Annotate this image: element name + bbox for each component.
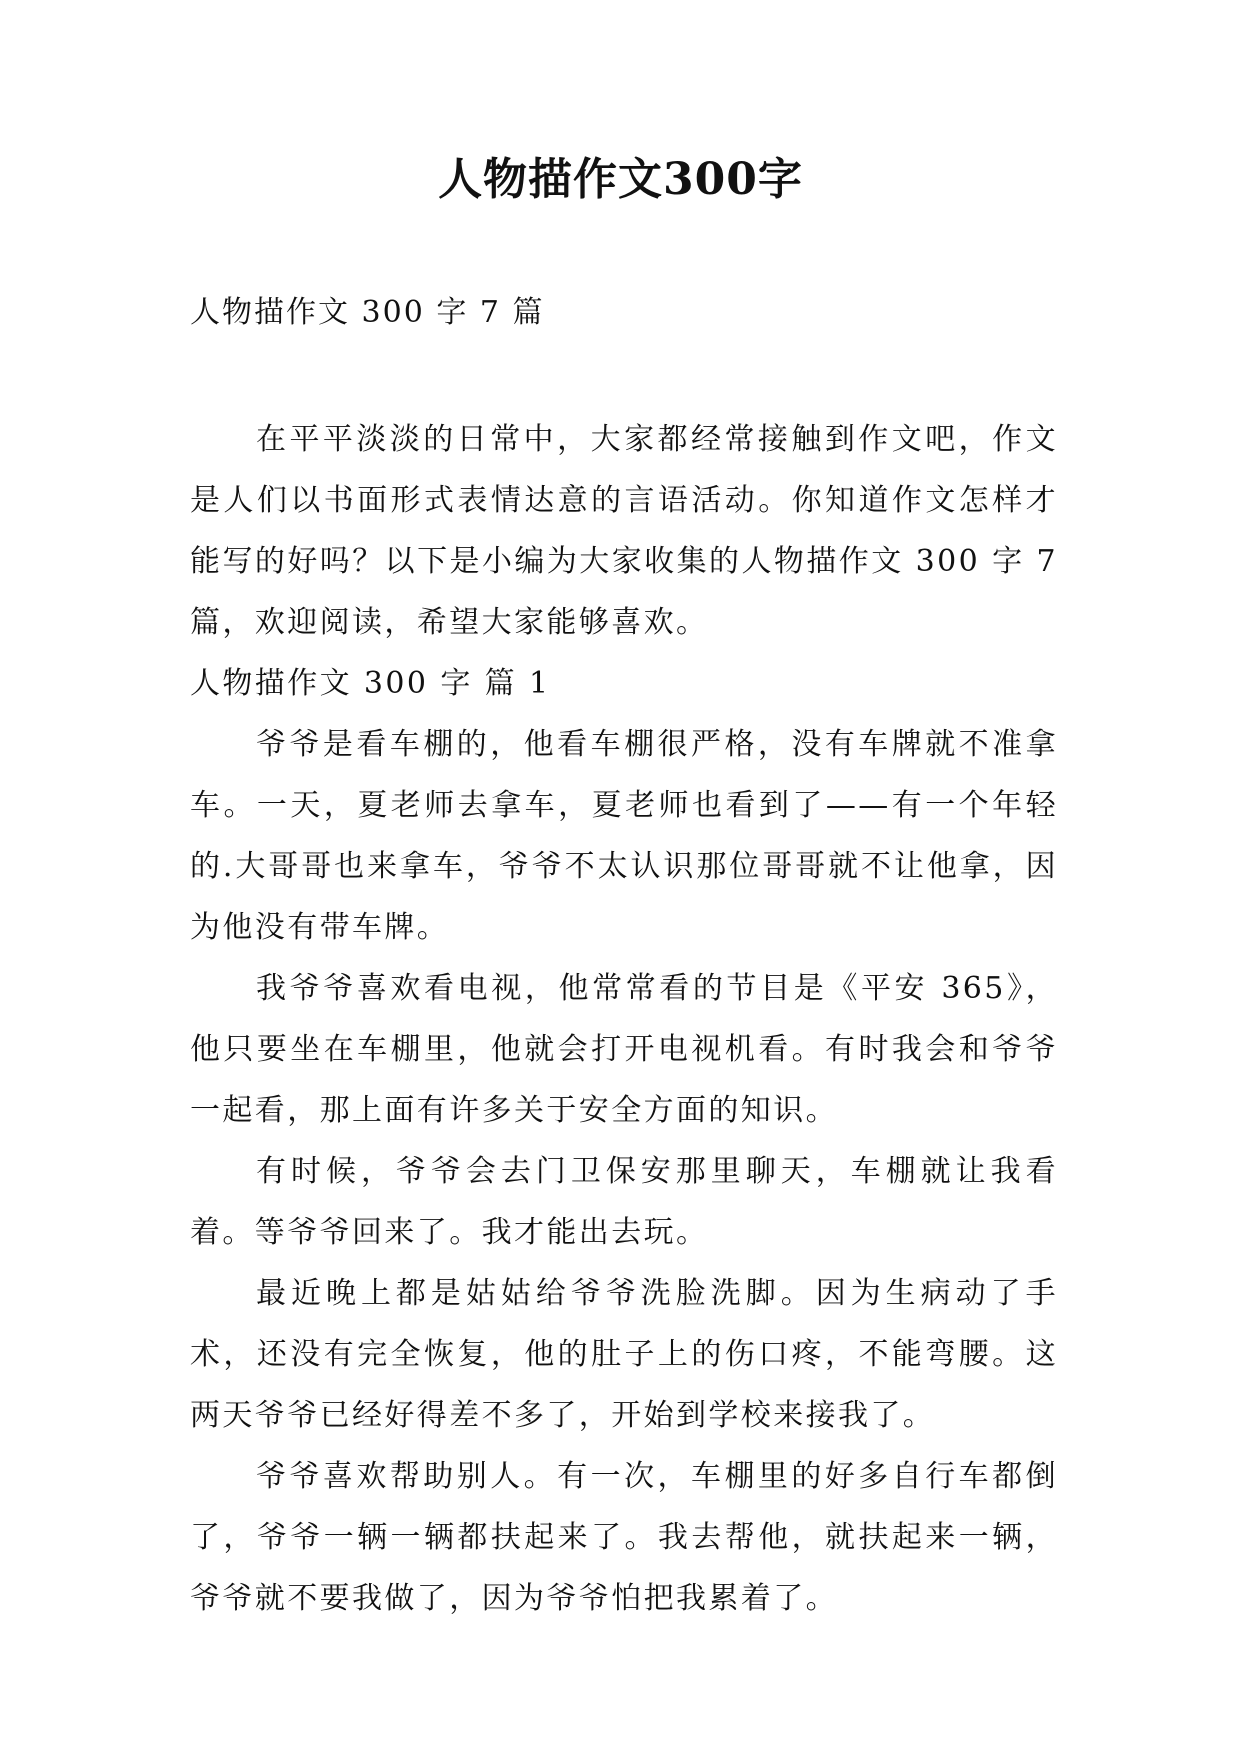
document-body	[190, 409, 1058, 1629]
section-heading: 人物描作文 300 字 篇 1	[190, 666, 551, 701]
intro-paragraph: 在平平淡淡的日常中，大家都经常接触到作文吧，作文是人们以书面形式表情达意的言语活动。你知道作文怎样才能写的好吗？以下是小编为大家收集的人物描作文 300 字 7 篇，欢迎阅读，希望大家能够喜欢。	[190, 422, 1058, 640]
body-paragraph-1: 爷爷是看车棚的，他看车棚很严格，没有车牌就不准拿车。一天，夏老师去拿车，夏老师也看到了——有一个年轻的.大哥哥也来拿车，爷爷不太认识那位哥哥就不让他拿，因为他没有带车牌。	[190, 727, 1058, 945]
body-paragraph-5: 爷爷喜欢帮助别人。有一次，车棚里的好多自行车都倒了，爷爷一辆一辆都扶起来了。我去帮他，就扶起来一辆，爷爷就不要我做了，因为爷爷怕把我累着了。	[190, 1459, 1058, 1616]
document-subtitle: 人物描作文 300 字 7 篇	[190, 295, 545, 330]
body-paragraph-4: 最近晚上都是姑姑给爷爷洗脸洗脚。因为生病动了手术，还没有完全恢复，他的肚子上的伤口疼，不能弯腰。这两天爷爷已经好得差不多了，开始到学校来接我了。	[190, 1276, 1058, 1433]
body-paragraph-2: 我爷爷喜欢看电视，他常常看的节目是《平安 365》，他只要坐在车棚里，他就会打开电视机看。有时我会和爷爷一起看，那上面有许多关于安全方面的知识。	[190, 971, 1058, 1128]
body-paragraph-3: 有时候，爷爷会去门卫保安那里聊天，车棚就让我看着。等爷爷回来了。我才能出去玩。	[190, 1154, 1058, 1250]
document-title: 人物描作文300字	[438, 154, 803, 205]
